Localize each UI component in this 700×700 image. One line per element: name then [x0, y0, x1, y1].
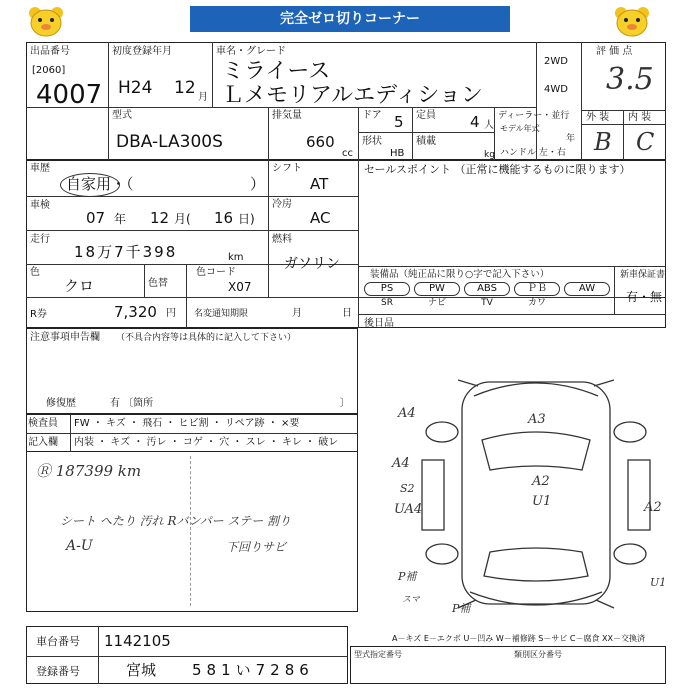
equipment-item: PS — [364, 282, 410, 296]
color-code-value: X07 — [228, 280, 252, 294]
history-value: 自家用・（ — [66, 175, 134, 193]
chassis-label: 車台番号 — [36, 635, 80, 648]
displacement-value: 660 — [306, 133, 335, 151]
diag-label-a4-mid: A4 — [392, 456, 410, 471]
equipment-item: カワ — [527, 298, 546, 308]
mileage-unit: km — [228, 252, 244, 263]
mileage-label: 走行 — [30, 234, 50, 245]
diag-label-a3: A3 — [528, 412, 546, 427]
inspection-day: 16 — [214, 209, 234, 227]
doors-label: ドア — [362, 110, 382, 121]
lot-sub: [2060] — [32, 65, 66, 76]
chassis-value: 1142105 — [104, 632, 171, 650]
equipment-item: AW — [564, 282, 610, 296]
lot-label: 出品番号 — [30, 46, 70, 57]
shift-label: シフト — [272, 163, 302, 174]
shape-value: HB — [390, 148, 405, 159]
lot-number: 4007 — [36, 80, 103, 110]
spec-number-label: 型式指定番号 — [354, 650, 402, 659]
equipment-item: ABS — [464, 282, 510, 296]
mileage-value: 18万7千398 — [74, 243, 178, 261]
diag-label-p-left: P補 — [398, 570, 417, 583]
notes-sub: （不具合内容等は具体的に記入して下さい） — [116, 333, 297, 343]
inspection-day-unit: 日) — [238, 212, 255, 226]
inspection-month-unit: 月( — [174, 212, 191, 226]
remark-au: A-U — [66, 538, 93, 554]
dealer-label: ディーラー・並行 — [498, 111, 570, 121]
equipment-item: PW — [414, 282, 460, 296]
score-value: 3.5 — [606, 62, 654, 97]
banner-text: 完全ゼロ切りコーナー — [280, 11, 420, 27]
ext-grade-label: 外 装 — [586, 112, 610, 123]
shift-value: AT — [310, 175, 329, 193]
remark-seat: シート へたり 汚れ Rバンパー ステー 割り — [60, 514, 292, 528]
model-name: ミライース — [222, 59, 331, 84]
diag-label-p-bottom: P補 — [452, 602, 471, 615]
bear-logo-right — [612, 4, 652, 42]
bear-logo-left — [26, 4, 66, 42]
class-number-label: 類別区分番号 — [514, 650, 562, 659]
displacement-label: 排気量 — [272, 110, 302, 121]
int-grade-value: C — [636, 128, 655, 156]
diag-label-sma: スマ — [402, 595, 420, 605]
recycle-value: 7,320 — [114, 303, 157, 321]
first-reg-month: 12 — [174, 78, 196, 98]
equipment-item: ＰＢ — [514, 282, 560, 296]
name-change-notice-label: 名変通知期限 — [194, 309, 249, 319]
diag-label-u1-center: U1 — [532, 494, 552, 509]
model-grade: Ｌメモリアルエディション — [222, 83, 483, 108]
new-warranty-value: 有・無 — [626, 290, 663, 304]
handle-label: ハンドル 左・右 — [500, 148, 566, 158]
displacement-unit: cc — [342, 148, 353, 159]
rear-items-label: 後日品 — [364, 318, 394, 329]
repair-value: 有 〔箇所 — [110, 398, 154, 409]
load-label: 積載 — [416, 136, 436, 147]
doors-value: 5 — [394, 113, 404, 131]
fuel-label: 燃料 — [272, 234, 292, 245]
check-row2-label: 記入欄 — [28, 437, 58, 448]
ac-label: 冷房 — [272, 199, 292, 210]
history-circle — [60, 173, 120, 197]
equipment-label: 装備品（純正品に限り○字で記入下さい） — [370, 269, 550, 280]
recycle-unit: 円 — [166, 308, 176, 319]
history-label: 車歴 — [30, 163, 50, 174]
first-reg-era: H24 — [118, 78, 153, 98]
equipment-item: ナビ — [427, 298, 446, 308]
ext-grade-value: B — [594, 128, 612, 156]
new-warranty-label: 新車保証書 — [620, 270, 666, 280]
capacity-label: 定員 — [416, 110, 436, 121]
diag-label-ua4: UA4 — [394, 502, 423, 517]
inspection-label: 車検 — [30, 200, 50, 211]
diag-label-a4-top: A4 — [398, 406, 416, 421]
inspection-year: 07 — [86, 209, 106, 227]
sales-point-label: セールスポイント （正常に機能するものに限ります） — [364, 163, 631, 176]
recycle-label: R券 — [30, 309, 47, 320]
equipment-item: SR — [381, 298, 393, 308]
diag-label-a2-right: A2 — [644, 500, 662, 515]
remark-mileage: Ⓡ 187399 km — [36, 462, 142, 480]
check-row1: FW ・ キズ ・ 飛石 ・ ヒビ割 ・ リペア跡 ・ ×要 — [74, 418, 300, 429]
notice-month: 月 — [292, 308, 302, 319]
equipment-grid — [364, 282, 612, 314]
notes-label: 注意事項申告欄 — [30, 332, 100, 343]
check-row2: 内装 ・ キズ ・ 汚レ ・ コゲ ・ 穴 ・ スレ ・ キレ ・ 破レ — [74, 437, 339, 448]
check-row1-label: 検査員 — [28, 418, 58, 429]
shape-label: 形状 — [362, 136, 382, 147]
score-label: 評 価 点 — [596, 46, 633, 57]
first-reg-label: 初度登録年月 — [112, 46, 172, 57]
repair-close: 〕 — [340, 398, 350, 409]
drive-4wd: 4WD — [544, 84, 568, 95]
model-label: 車名・グレード — [216, 46, 286, 57]
repair-label: 修復歴 — [46, 398, 76, 409]
capacity-unit: 人 — [484, 120, 494, 131]
plate-pref: 宮城 — [126, 661, 157, 679]
diag-label-a2-center: A2 — [532, 474, 550, 489]
equipment-item: TV — [481, 298, 493, 308]
first-reg-month-unit: 月 — [198, 92, 208, 103]
inspection-year-unit: 年 — [114, 212, 127, 226]
notice-day: 日 — [342, 308, 352, 319]
model-year-label: モデル年式 — [500, 124, 540, 133]
remark-rust: 下回りサビ — [226, 540, 287, 554]
ac-value: AC — [310, 209, 331, 227]
plate-number: 581い7286 — [192, 661, 314, 679]
model-year-unit: 年 — [566, 134, 576, 144]
history-close: ） — [250, 175, 266, 193]
plate-label: 登録番号 — [36, 665, 80, 678]
drive-2wd: 2WD — [544, 56, 568, 67]
color-change-label: 色替 — [148, 278, 168, 289]
int-grade-label: 内 装 — [628, 112, 652, 123]
header-banner — [190, 6, 510, 32]
fuel-value: ガソリン — [284, 256, 340, 272]
diag-label-s2: S2 — [400, 482, 415, 495]
diagram-legend: A－キズ E－エクボ U－凹み W－補修跡 S－サビ C－腐食 XX－交換済 — [392, 634, 646, 643]
inspection-month: 12 — [150, 209, 170, 227]
color-code-label: 色コード — [196, 267, 236, 278]
type-value: DBA-LA300S — [116, 132, 223, 152]
color-value: クロ — [64, 277, 95, 295]
type-label: 型式 — [112, 110, 132, 121]
color-label: 色 — [30, 267, 40, 278]
diag-label-u1-right: U1 — [650, 576, 667, 589]
capacity-value: 4 — [470, 113, 480, 131]
load-unit: kg — [484, 150, 495, 160]
